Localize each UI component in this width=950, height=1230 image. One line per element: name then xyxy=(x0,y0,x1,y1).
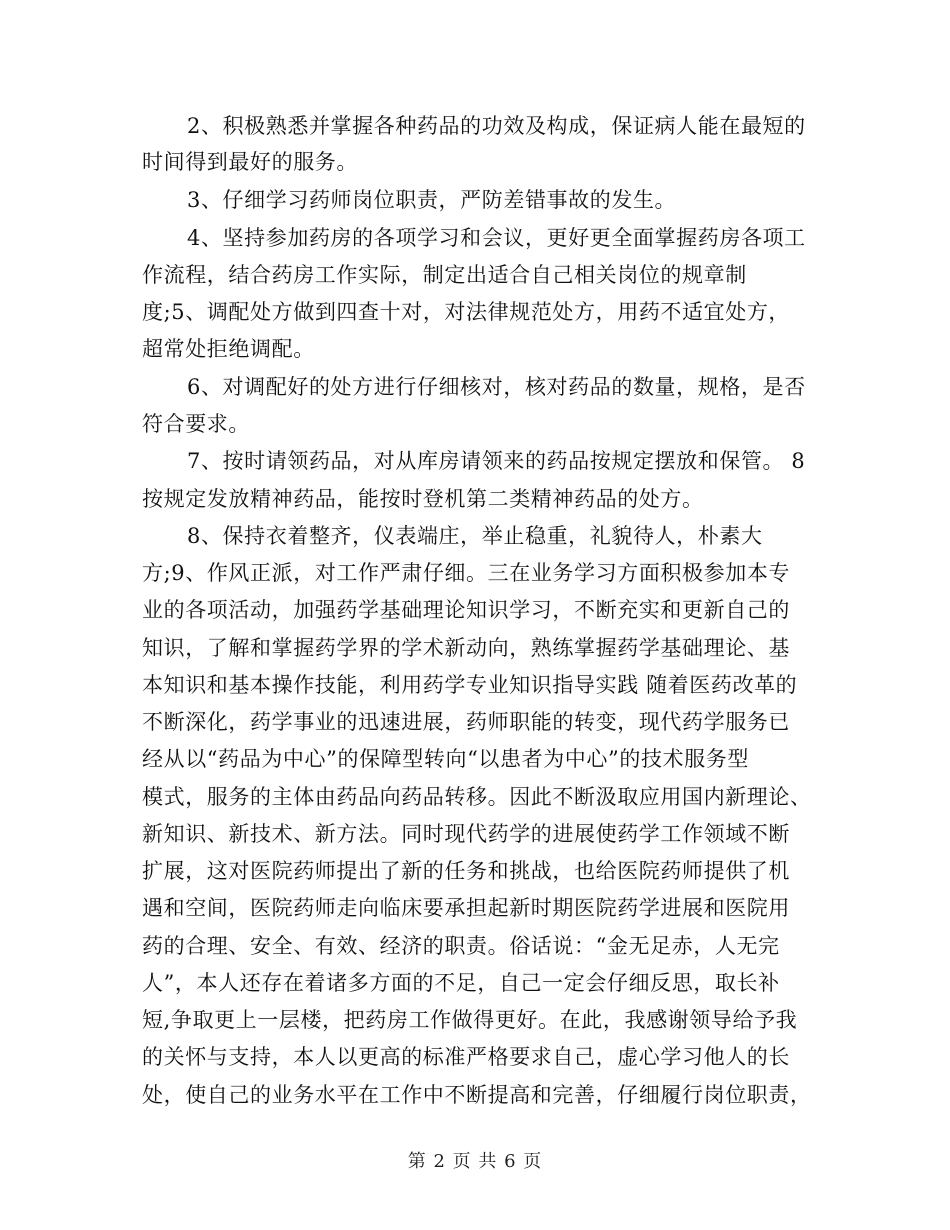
paragraph-line: 3、仔细学习药师岗位职责，严防差错事故的发生。 xyxy=(187,188,677,212)
paragraph-line: 模式，服务的主体由药品向药品转移。因此不断汲取应用国内新理论、 xyxy=(142,785,812,809)
paragraph-line: 8、保持衣着整齐，仪表端庄，举止稳重，礼貌待人，朴素大 xyxy=(187,524,763,548)
paragraph-line: 经从以“药品为中心”的保障型转向“以患者为中心”的技术服务型 xyxy=(142,747,749,771)
paragraph-line: 人”，本人还存在着诸多方面的不足，自己一定会仔细反思，取长补 xyxy=(142,971,780,995)
paragraph-line: 药的合理、安全、有效、经济的职责。俗话说：“金无足赤，人无完 xyxy=(142,934,780,958)
paragraph-line: 度;5、调配处方做到四查十对，对法律规范处方，用药不适宜处方， xyxy=(142,300,791,324)
paragraph-line: 新知识、新技术、新方法。同时现代药学的进展使药学工作领域不断 xyxy=(142,822,790,846)
paragraph-line: 符合要求。 xyxy=(142,412,250,436)
paragraph-line: 时间得到最好的服务。 xyxy=(142,150,358,174)
paragraph-line: 遇和空间，医院药师走向临床要承担起新时期医院药学进展和医院用 xyxy=(142,896,790,920)
paragraph-line: 知识，了解和掌握药学界的学术新动向，熟练掌握药学基础理论、基 xyxy=(142,636,790,660)
paragraph-line: 业的各项活动，加强药学基础理论知识学习，不断充实和更新自己的 xyxy=(142,598,790,622)
paragraph-line: 按规定发放精神药品，能按时登机第二类精神药品的处方。 xyxy=(142,487,704,511)
paragraph-line: 短,争取更上一层楼，把药房工作做得更好。在此，我感谢领导给予我 xyxy=(142,1008,798,1032)
paragraph-line: 的关怀与支持，本人以更高的标准严格要求自己，虚心学习他人的长 xyxy=(142,1045,790,1069)
paragraph-line: 方;9、作风正派，对工作严肃仔细。三在业务学习方面积极参加本专 xyxy=(142,561,791,585)
paragraph-line: 4、坚持参加药房的各项学习和会议，更好更全面掌握药房各项工 xyxy=(187,226,806,250)
paragraph-line: 本知识和基本操作技能，利用药学专业知识指导实践 随着医药改革的 xyxy=(142,673,798,697)
paragraph-line: 7、按时请领药品，对从库房请领来的药品按规定摆放和保管。 8 xyxy=(187,449,806,473)
page-number-footer: 第 2 页 共 6 页 xyxy=(407,1151,543,1172)
paragraph-line: 处，使自己的业务水平在工作中不断提高和完善，仔细履行岗位职责， xyxy=(142,1083,812,1107)
paragraph-line: 6、对调配好的处方进行仔细核对，核对药品的数量，规格，是否 xyxy=(187,375,806,399)
paragraph-line: 超常处拒绝调配。 xyxy=(142,337,315,361)
paragraph-line: 2、积极熟悉并掌握各种药品的功效及构成，保证病人能在最短的 xyxy=(187,114,806,138)
paragraph-line: 作流程，结合药房工作实际，制定出适合自己相关岗位的规章制 xyxy=(142,263,747,287)
paragraph-line: 不断深化，药学事业的迅速进展，药师职能的转变，现代药学服务已 xyxy=(142,710,790,734)
paragraph-line: 扩展，这对医院药师提出了新的任务和挑战，也给医院药师提供了机 xyxy=(142,859,790,883)
